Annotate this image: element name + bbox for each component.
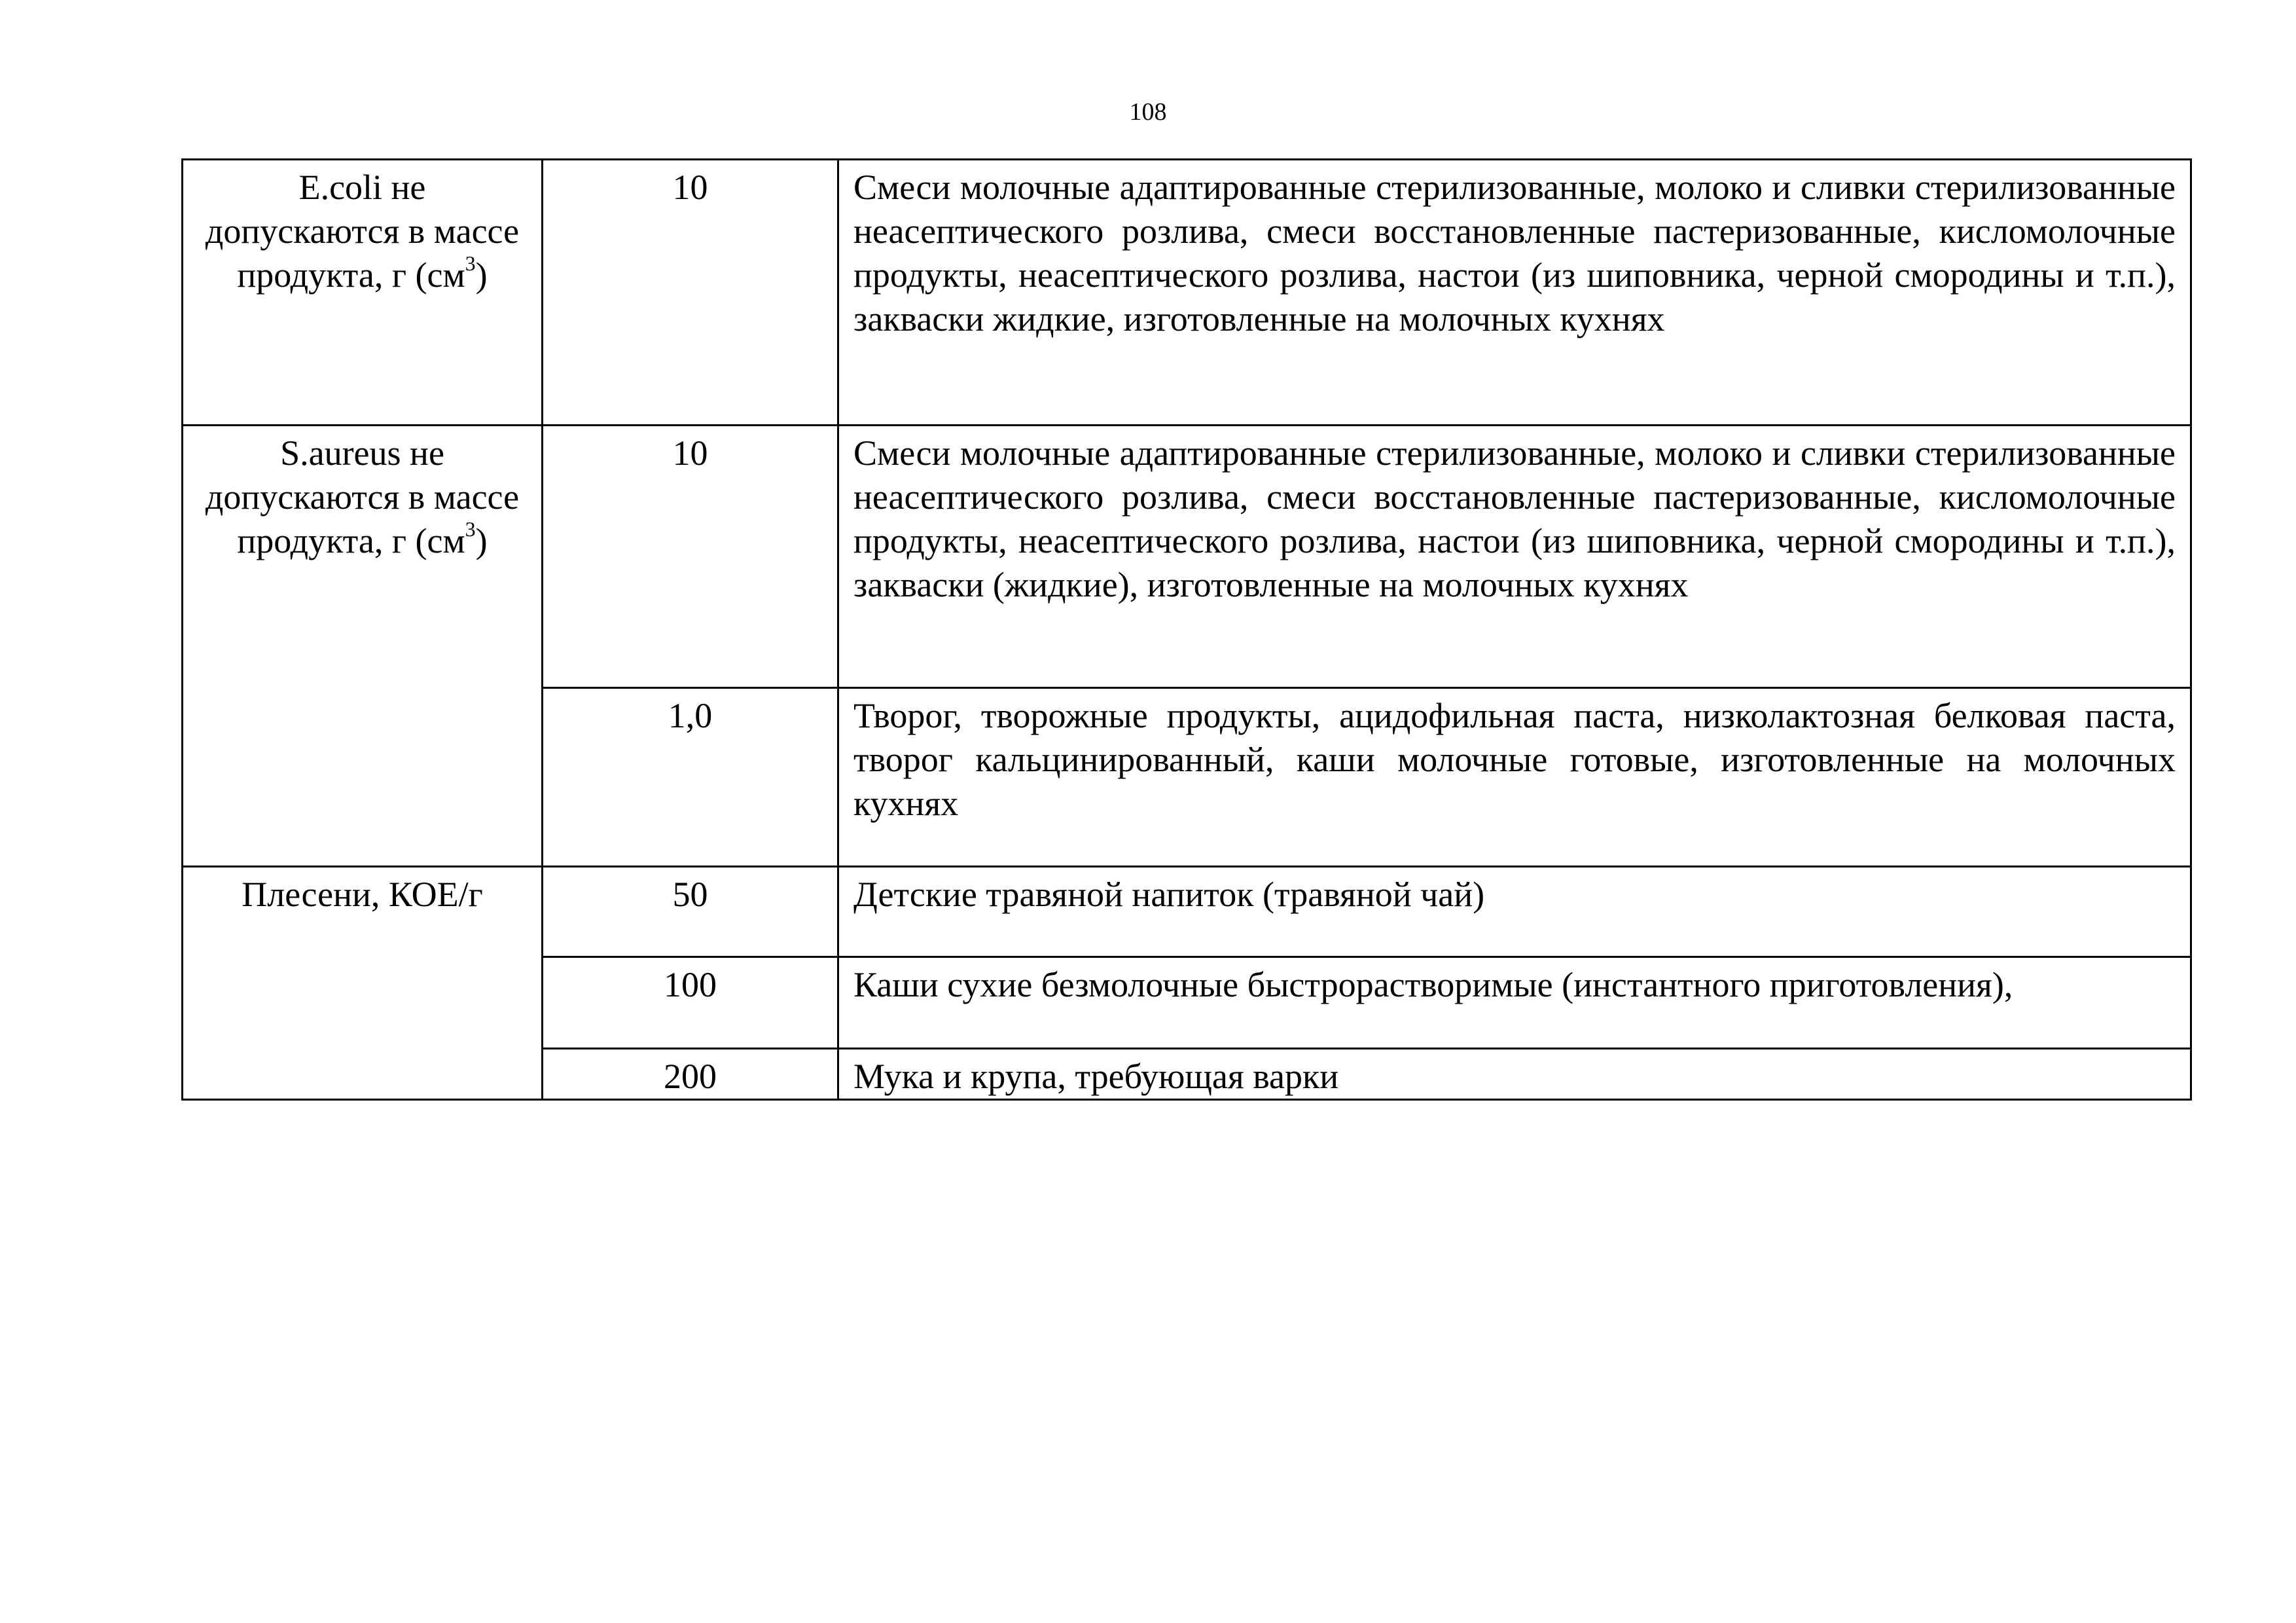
indicator-cell-saureus: [183, 426, 543, 867]
table-row: [183, 867, 2191, 957]
products-cell: Смеси молочные адаптированные стерилизованные, молоко и сливки стерилизованные неасептического розлива, смеси восстановленные пастеризованные, кисломолочные продукты, неасептического розлива, настои (из шиповника, черной смородины и т.п.), закваски (жидкие), изготовленные на молочных кухнях: [838, 426, 2191, 688]
indicator-superscript: 3: [465, 251, 476, 275]
indicator-text-end: ): [475, 521, 488, 560]
page-number: 108: [1129, 98, 1167, 126]
norm-cell: 10: [543, 426, 838, 688]
norm-cell: 10: [543, 160, 838, 426]
norm-cell: 200: [543, 1049, 838, 1100]
norm-cell: 50: [543, 867, 838, 957]
products-cell: Творог, творожные продукты, ацидофильная паста, низколактозная белковая паста, творог кальцинированный, каши молочные готовые, изготовленные на молочных кухнях: [838, 688, 2191, 867]
products-cell: Детские травяной напиток (травяной чай): [838, 867, 2191, 957]
table-row: [183, 426, 2191, 688]
indicator-text: Плесени, КОЕ/г: [242, 875, 483, 914]
norm-cell: 100: [543, 957, 838, 1049]
indicator-text: E.coli не допускаются в массе продукта, г (см: [205, 168, 520, 295]
table-row: [183, 160, 2191, 426]
products-cell: Мука и крупа, требующая варки: [838, 1049, 2191, 1100]
microbiology-norms-table: [181, 158, 2192, 1101]
indicator-text-end: ): [475, 255, 488, 295]
products-cell: Смеси молочные адаптированные стерилизованные, молоко и сливки стерилизованные неасептического розлива, смеси восстановленные пастеризованные, кисломолочные продукты, неасептического розлива, настои (из шиповника, черной смородины и т.п.), закваски жидкие, изготовленные на молочных кухнях: [838, 160, 2191, 426]
indicator-text: S.aureus не допускаются в массе продукта, г (см: [205, 433, 520, 560]
norm-cell: 1,0: [543, 688, 838, 867]
indicator-superscript: 3: [465, 517, 476, 541]
indicator-cell-molds: [183, 867, 543, 1100]
products-cell: Каши сухие безмолочные быстрорастворимые (инстантного приготовления),: [838, 957, 2191, 1049]
indicator-cell-ecoli: [183, 160, 543, 426]
